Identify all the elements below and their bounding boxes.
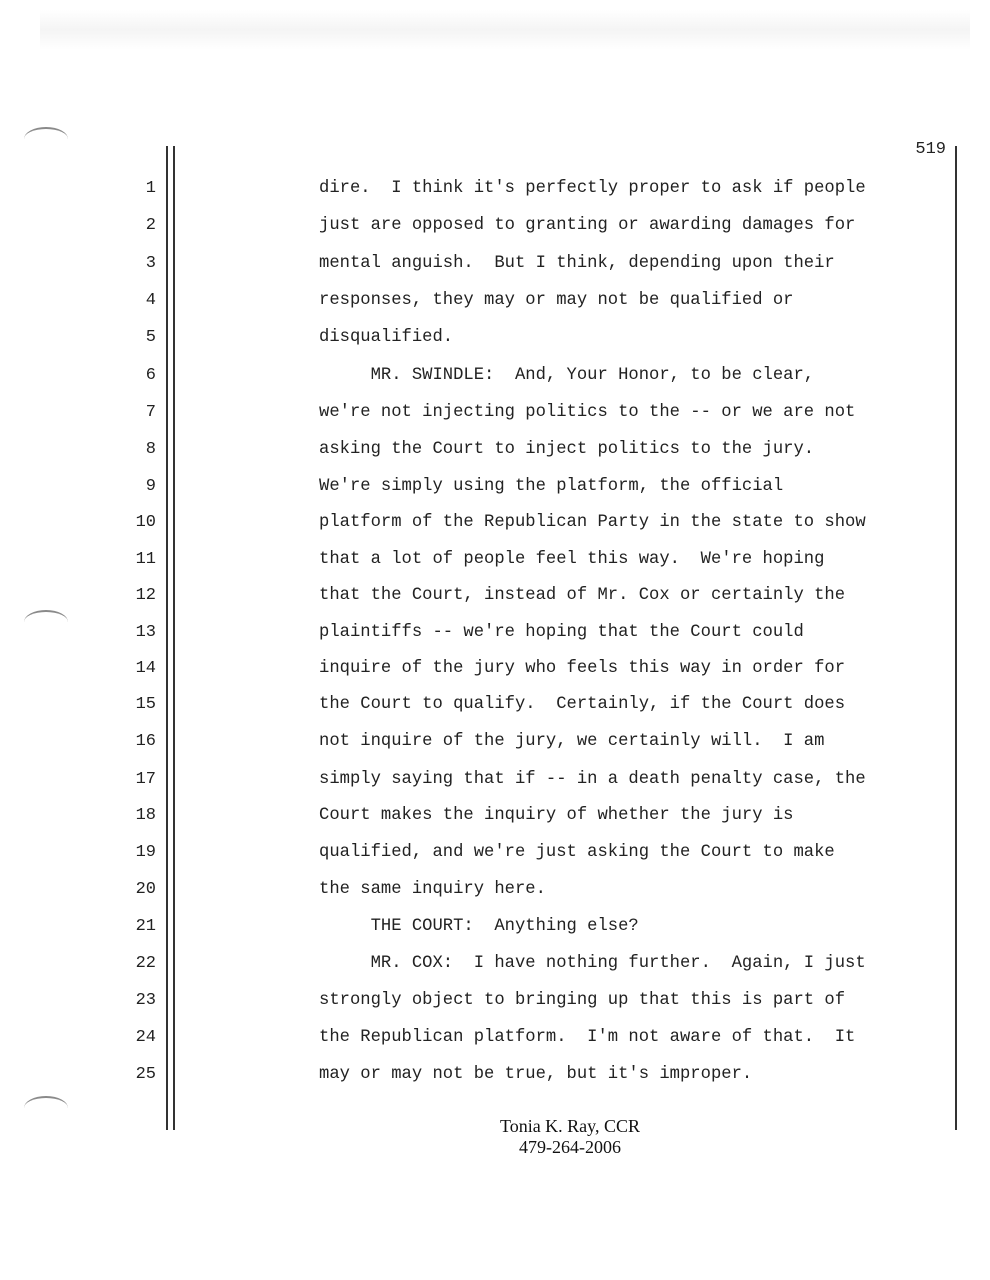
line-number: 16	[135, 732, 156, 751]
transcript-line: asking the Court to inject politics to the jury.	[319, 440, 815, 459]
right-margin-rule	[955, 146, 957, 1130]
transcript-line: simply saying that if -- in a death penalty case, the	[319, 770, 866, 789]
transcript-line: dire. I think it's perfectly proper to ask if people	[319, 179, 866, 198]
transcript-line: not inquire of the jury, we certainly will. I am	[319, 732, 825, 751]
transcript-line: mental anguish. But I think, depending upon their	[319, 254, 835, 273]
line-number: 4	[145, 291, 156, 310]
punch-hole-mark	[24, 610, 68, 634]
transcript-line: platform of the Republican Party in the state to show	[319, 513, 866, 532]
scan-smudge	[40, 10, 970, 50]
left-margin-rule	[173, 146, 175, 1130]
transcript-line: we're not injecting politics to the -- or we are not	[319, 403, 856, 422]
line-number: 12	[135, 586, 156, 605]
line-number: 8	[145, 440, 156, 459]
transcript-line: the Republican platform. I'm not aware of that. It	[319, 1028, 856, 1047]
transcript-line: disqualified.	[319, 328, 454, 347]
transcript-line: plaintiffs -- we're hoping that the Court could	[319, 623, 804, 642]
transcript-line: inquire of the jury who feels this way in order for	[319, 659, 846, 678]
line-number: 17	[135, 770, 156, 789]
transcript-line: the Court to qualify. Certainly, if the Court does	[319, 695, 846, 714]
line-number: 6	[145, 366, 156, 385]
line-number: 20	[135, 880, 156, 899]
line-number: 2	[145, 216, 156, 235]
transcript-line: may or may not be true, but it's improper.	[319, 1065, 753, 1084]
transcript-line: that the Court, instead of Mr. Cox or certainly the	[319, 586, 846, 605]
line-number: 11	[135, 550, 156, 569]
transcript-line: MR. COX: I have nothing further. Again, I just	[319, 954, 866, 973]
line-number: 7	[145, 403, 156, 422]
line-number: 18	[135, 806, 156, 825]
line-number: 1	[145, 179, 156, 198]
line-number: 5	[145, 328, 156, 347]
left-margin-rule	[166, 146, 168, 1130]
transcript-line: MR. SWINDLE: And, Your Honor, to be clear,	[319, 366, 815, 385]
line-number: 13	[135, 623, 156, 642]
transcript-line: We're simply using the platform, the official	[319, 477, 784, 496]
transcript-line: just are opposed to granting or awarding damages for	[319, 216, 856, 235]
court-reporter-phone: 479-264-2006	[519, 1137, 621, 1157]
line-number: 3	[145, 254, 156, 273]
transcript-line: the same inquiry here.	[319, 880, 546, 899]
line-number: 25	[135, 1065, 156, 1084]
transcript-line: qualified, and we're just asking the Court to make	[319, 843, 835, 862]
line-number: 24	[135, 1028, 156, 1047]
line-number: 15	[135, 695, 156, 714]
line-number: 23	[135, 991, 156, 1010]
line-number: 21	[135, 917, 156, 936]
line-number: 22	[135, 954, 156, 973]
transcript-line: Court makes the inquiry of whether the jury is	[319, 806, 794, 825]
transcript-line: THE COURT: Anything else?	[319, 917, 639, 936]
transcript-line: responses, they may or may not be qualified or	[319, 291, 794, 310]
line-number: 9	[145, 477, 156, 496]
line-number: 10	[135, 513, 156, 532]
page-number: 519	[915, 140, 946, 159]
line-number: 14	[135, 659, 156, 678]
transcript-line: that a lot of people feel this way. We're hoping	[319, 550, 825, 569]
punch-hole-mark	[24, 127, 68, 151]
transcript-line: strongly object to bringing up that this is part of	[319, 991, 846, 1010]
court-reporter-name: Tonia K. Ray, CCR	[499, 1116, 641, 1136]
line-number: 19	[135, 843, 156, 862]
punch-hole-mark	[24, 1096, 68, 1120]
